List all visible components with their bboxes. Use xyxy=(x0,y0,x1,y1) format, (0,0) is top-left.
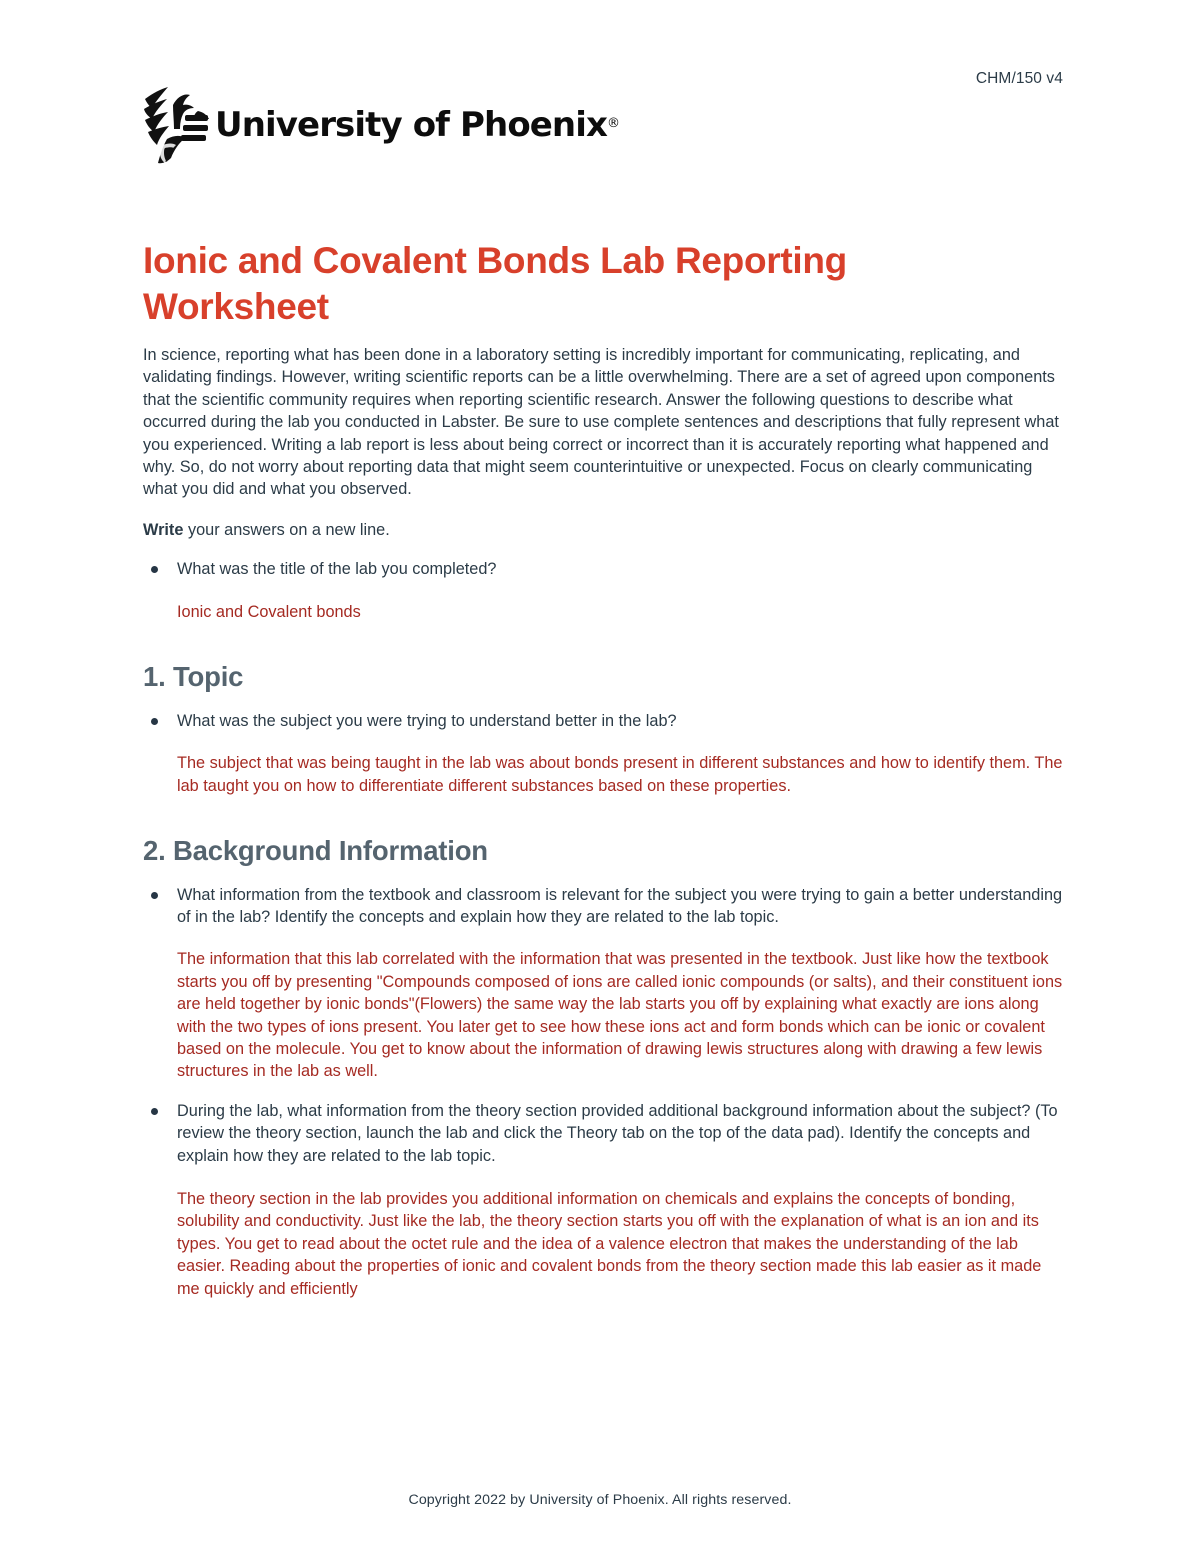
list-item xyxy=(143,884,1063,929)
university-logo xyxy=(143,84,620,166)
section-heading-background-information: 2. Background Information xyxy=(143,834,488,866)
university-logo-text xyxy=(215,105,621,145)
section-1-question-list xyxy=(143,710,1063,732)
instruction-line xyxy=(143,519,1063,541)
section-2-question-list-b xyxy=(143,1100,1063,1167)
instruction-rest: your answers on a new line. xyxy=(183,520,390,539)
answer-text: The theory section in the lab provides you additional information on chemicals and explains the concepts of bonding, solubility and conductivity. Just like the lab, the theory section starts you off with the explanation of what is an ion and its types. You get to read about the octet rule and the idea of a valence electron that makes the understanding of the lab easier. Reading about the properties of ionic and covalent bonds from the theory section made this lab easier as it made me quickly and efficiently xyxy=(177,1190,1042,1298)
list-item xyxy=(143,710,1063,732)
intro-paragraph: In science, reporting what has been done in a laboratory setting is incredibly important for communicating, replicating, and validating findings. However, writing scientific reports can be a little overwhelming. There are a set of agreed upon components that the scientific community requires when reporting scientific research. Answer the following questions to describe what occurred during the lab you conducted in Labster. Be sure to use complete sentences and descriptions that fully represent what you experienced. Writing a lab report is less about being correct or incorrect than it is accurately reporting what happened and why. So, do not worry about reporting data that might seem counterintuitive or unexpected. Focus on clearly communicating what you did and what you observed. xyxy=(143,346,1059,499)
list-item xyxy=(143,1100,1063,1167)
course-code-label: CHM/150 v4 xyxy=(975,70,1063,87)
question-text: What was the title of the lab you completed? xyxy=(177,560,497,579)
phoenix-bird-logo-icon xyxy=(143,85,209,165)
page-title: Ionic and Covalent Bonds Lab Reporting Worksheet xyxy=(143,240,847,327)
document-body xyxy=(143,344,1063,1300)
section-2-question-list-a xyxy=(143,884,1063,929)
answer-text: The information that this lab correlated with the information that was presented in the textbook. Just like how the textbook starts you off by presenting "Compounds composed of ions are called ionic compounds (or salts), and their constituent ions are held together by ionic bonds"(Flowers) the same way the lab starts you off by explaining what exactly are ions along with the two types of ions present. You later get to see how these ions act and form bonds which can be ionic or covalent based on the molecule. You get to know about the information of drawing lewis structures along with drawing a few lewis structures in the lab as well. xyxy=(177,950,1063,1081)
copyright-footer: Copyright 2022 by University of Phoenix. All rights reserved. xyxy=(408,1492,792,1508)
instruction-bold-word: Write xyxy=(143,520,184,539)
registered-mark: ® xyxy=(607,116,621,131)
answer-text: Ionic and Covalent bonds xyxy=(177,602,361,621)
answer-text: The subject that was being taught in the lab was about bonds present in different substances and how to identify them. The lab taught you on how to differentiate different substances based on these properties. xyxy=(177,754,1063,795)
intro-question-list xyxy=(143,558,1063,580)
logo-wordmark: University of Phoenix xyxy=(215,105,608,145)
section-heading-topic: 1. Topic xyxy=(143,661,244,693)
question-text: What information from the textbook and classroom is relevant for the subject you were trying to gain a better understanding of in the lab? Identify the concepts and explain how they are related to the lab topic. xyxy=(177,885,1063,926)
list-item xyxy=(143,558,1063,580)
question-text: What was the subject you were trying to understand better in the lab? xyxy=(177,711,677,730)
question-text: During the lab, what information from the theory section provided additional background information about the subject? (To review the theory section, launch the lab and click the Theory tab on the top of the data pad). Identify the concepts and explain how they are related to the lab topic. xyxy=(177,1101,1058,1165)
